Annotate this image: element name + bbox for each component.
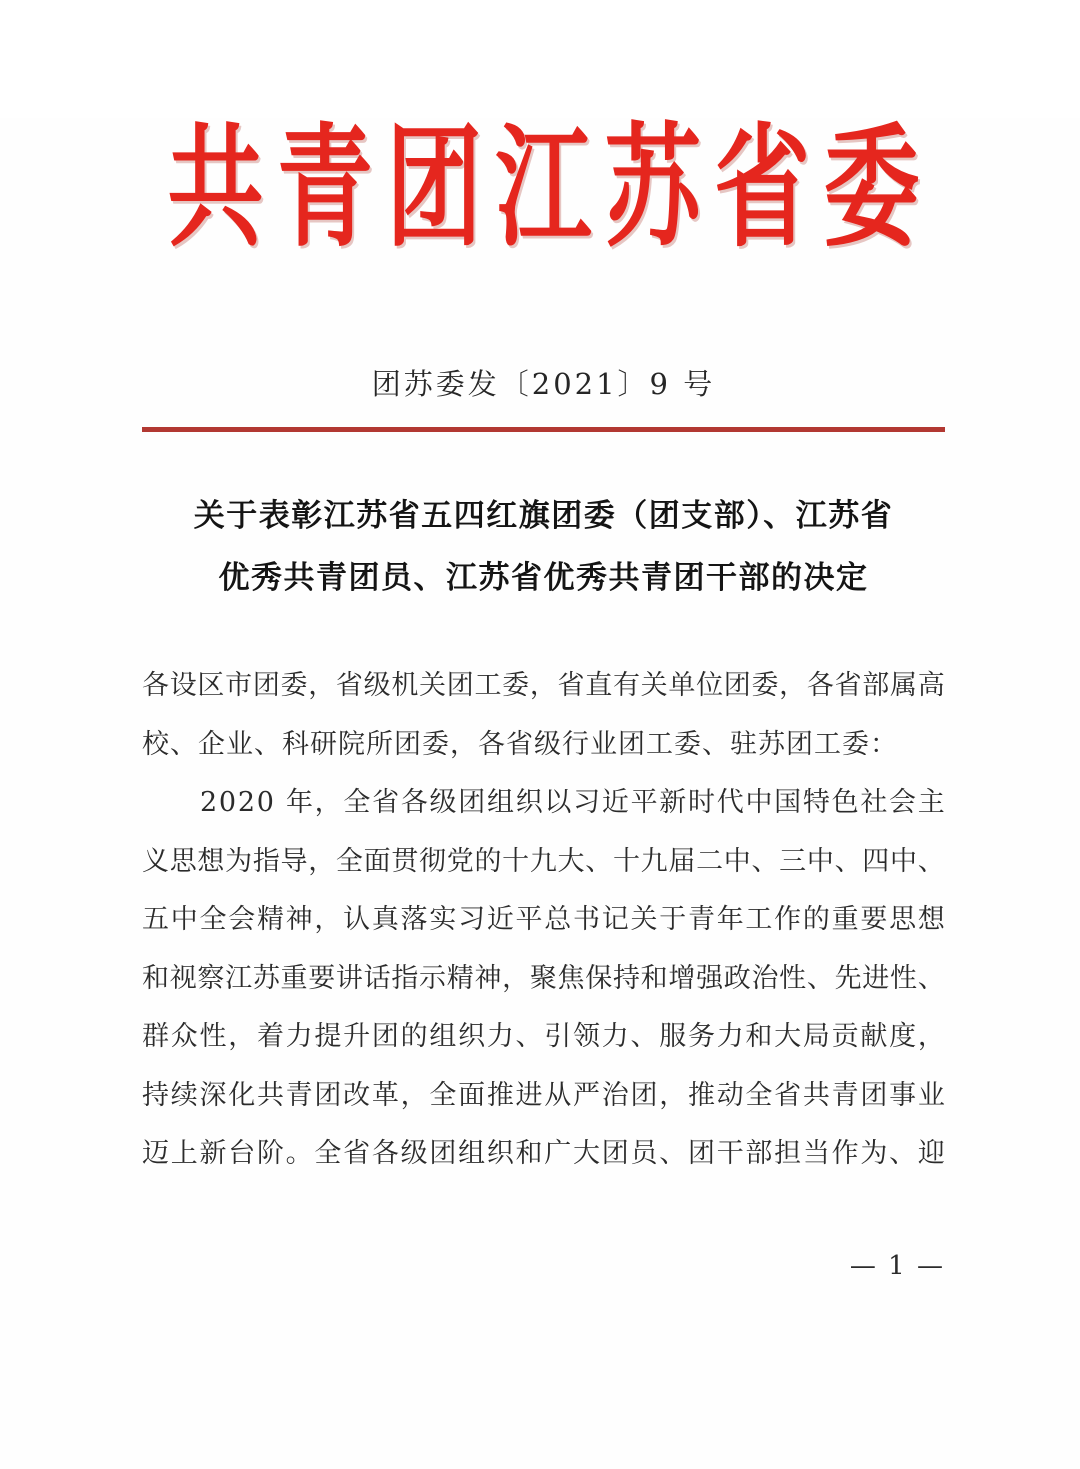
body-text-line: 校、企业、科研院所团委，各省级行业团工委、驻苏团工委： [142, 728, 898, 760]
document-page [0, 109, 1080, 1469]
banner-title: 共 青 团 江 苏 省 委 [167, 109, 920, 266]
page-number: — 1 — [849, 1250, 945, 1281]
document-body [142, 657, 945, 1184]
body-text-line: 各 设 区 市 团 委 ， 省 级 机 关 团 工 委 ， 省 直 有 关 单 位 团 委 ， 各 省 部 属 高 [142, 670, 945, 701]
body-text-line: 和 视 察 江 苏 重 要 讲 话 指 示 精 神 ， 聚 焦 保 持 和 增 强 政 治 性 、 先 进 性 、 [142, 962, 945, 994]
document-title-line: 关于表彰江苏省五四红旗团委（团支部）、江苏省 [193, 498, 894, 534]
doc-number: 团苏委发〔2021〕9 号 [371, 367, 716, 401]
red-divider-line [142, 427, 945, 432]
document-title-line: 优秀共青团员、江苏省优秀共青团干部的决定 [218, 560, 869, 596]
body-text-line: 迈 上 新 台 阶 。 全 省 各 级 团 组 织 和 广 大 团 员 、 团 干 部 担 当 作 为 、 迎 [142, 1138, 945, 1169]
document-title [142, 485, 945, 609]
body-text-line: 义 思 想 为 指 导 ， 全 面 贯 彻 党 的 十 九 大 、 十 九 届 二 中 、 三 中 、 四 中 、 [142, 845, 945, 877]
body-text-line: 2 0 2 0 年 ， 全 省 各 级 团 组 织 以 习 近 平 新 时 代 中 国 特 色 社 会 主 [200, 787, 945, 818]
body-text-line: 群 众 性 ， 着 力 提 升 团 的 组 织 力 、 引 领 力 、 服 务 力 和 大 局 贡 献 度 ， [142, 1021, 945, 1052]
body-text-line: 五 中 全 会 精 神 ， 认 真 落 实 习 近 平 总 书 记 关 于 青 年 工 作 的 重 要 思 想 [142, 904, 945, 935]
body-text-line: 持 续 深 化 共 青 团 改 革 ， 全 面 推 进 从 严 治 团 ， 推 动 全 省 共 青 团 事 业 [142, 1079, 945, 1111]
